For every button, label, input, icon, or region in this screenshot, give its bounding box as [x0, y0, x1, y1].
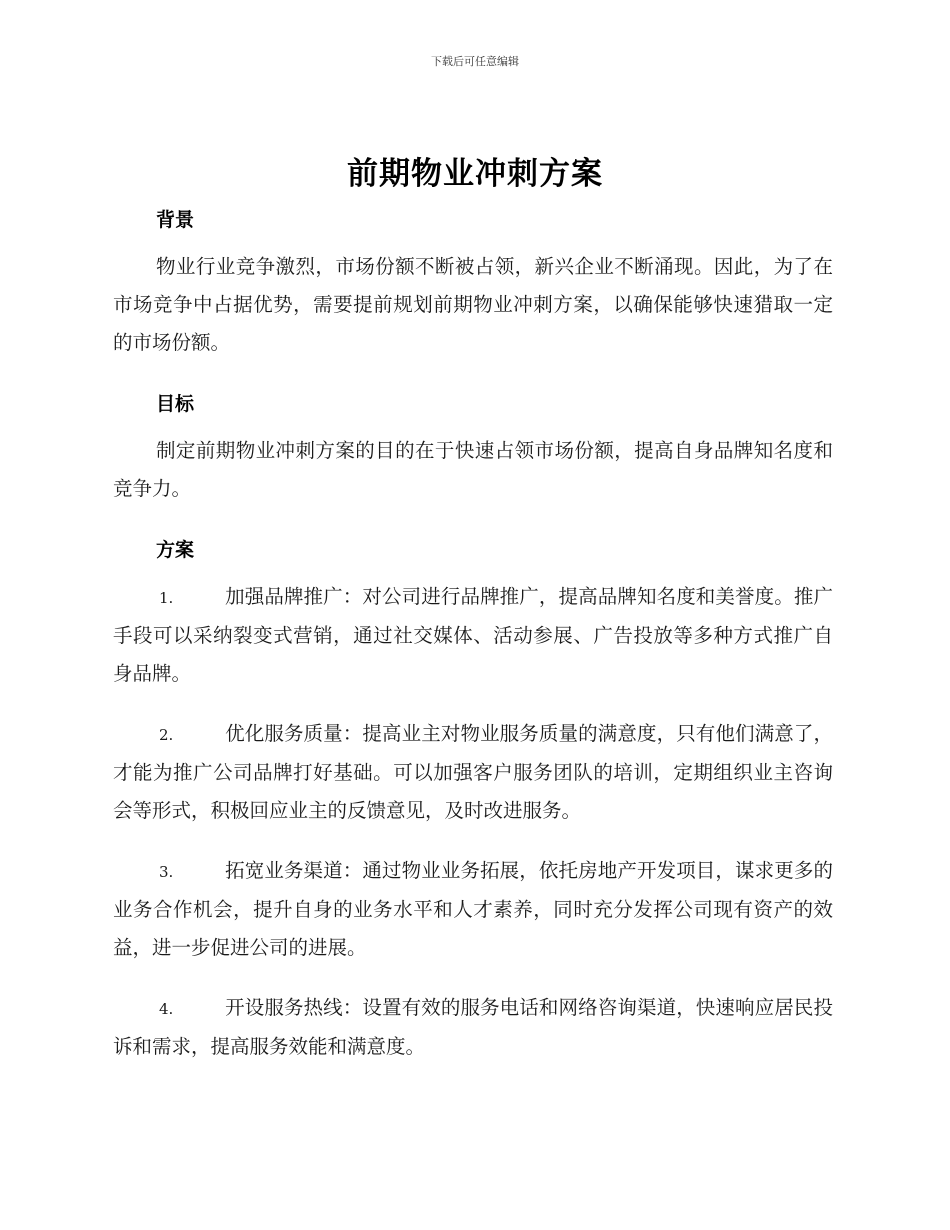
list-item-text: 开设服务热线：设置有效的服务电话和网络咨询渠道，快速响应居民投诉和需求，提高服务效能和满意度。 [113, 996, 833, 1058]
goal-paragraph: 制定前期物业冲刺方案的目的在于快速占领市场份额，提高自身品牌知名度和竞争力。 [113, 439, 833, 500]
list-number: 3. [159, 863, 174, 881]
document-title: 前期物业冲刺方案 [347, 156, 603, 192]
background-paragraph: 物业行业竞争激烈，市场份额不断被占领，新兴企业不断涌现。因此，为了在市场竞争中占据优势，需要提前规划前期物业冲刺方案，以确保能够快速猎取一定的市场份额。 [113, 255, 833, 354]
section-heading-goal: 目标 [156, 393, 195, 415]
list-item [113, 715, 833, 830]
list-number: 2. [159, 726, 174, 744]
section-heading-background: 背景 [156, 209, 195, 231]
list-item-text: 拓宽业务渠道：通过物业业务拓展，依托房地产开发项目，谋求更多的业务合作机会，提升自身的业务水平和人才素养，同时充分发挥公司现有资产的效益，进一步促进公司的进展。 [113, 859, 833, 959]
list-number: 1. [159, 589, 174, 607]
list-item [113, 989, 833, 1066]
list-number: 4. [159, 1000, 174, 1018]
page-header: 下载后可任意编辑 [431, 55, 519, 68]
list-item [113, 852, 833, 967]
section-heading-plan: 方案 [156, 539, 195, 561]
list-item [113, 578, 833, 693]
document-body [113, 200, 833, 1066]
list-item-text: 优化服务质量：提高业主对物业服务质量的满意度，只有他们满意了，才能为推广公司品牌打好基础。可以加强客户服务团队的培训，定期组织业主咨询会等形式，积极回应业主的反馈意见，及时改进服务。 [113, 722, 833, 822]
list-item-text: 加强品牌推广：对公司进行品牌推广，提高品牌知名度和美誉度。推广手段可以采纳裂变式营销，通过社交媒体、活动参展、广告投放等多种方式推广自身品牌。 [113, 585, 833, 685]
